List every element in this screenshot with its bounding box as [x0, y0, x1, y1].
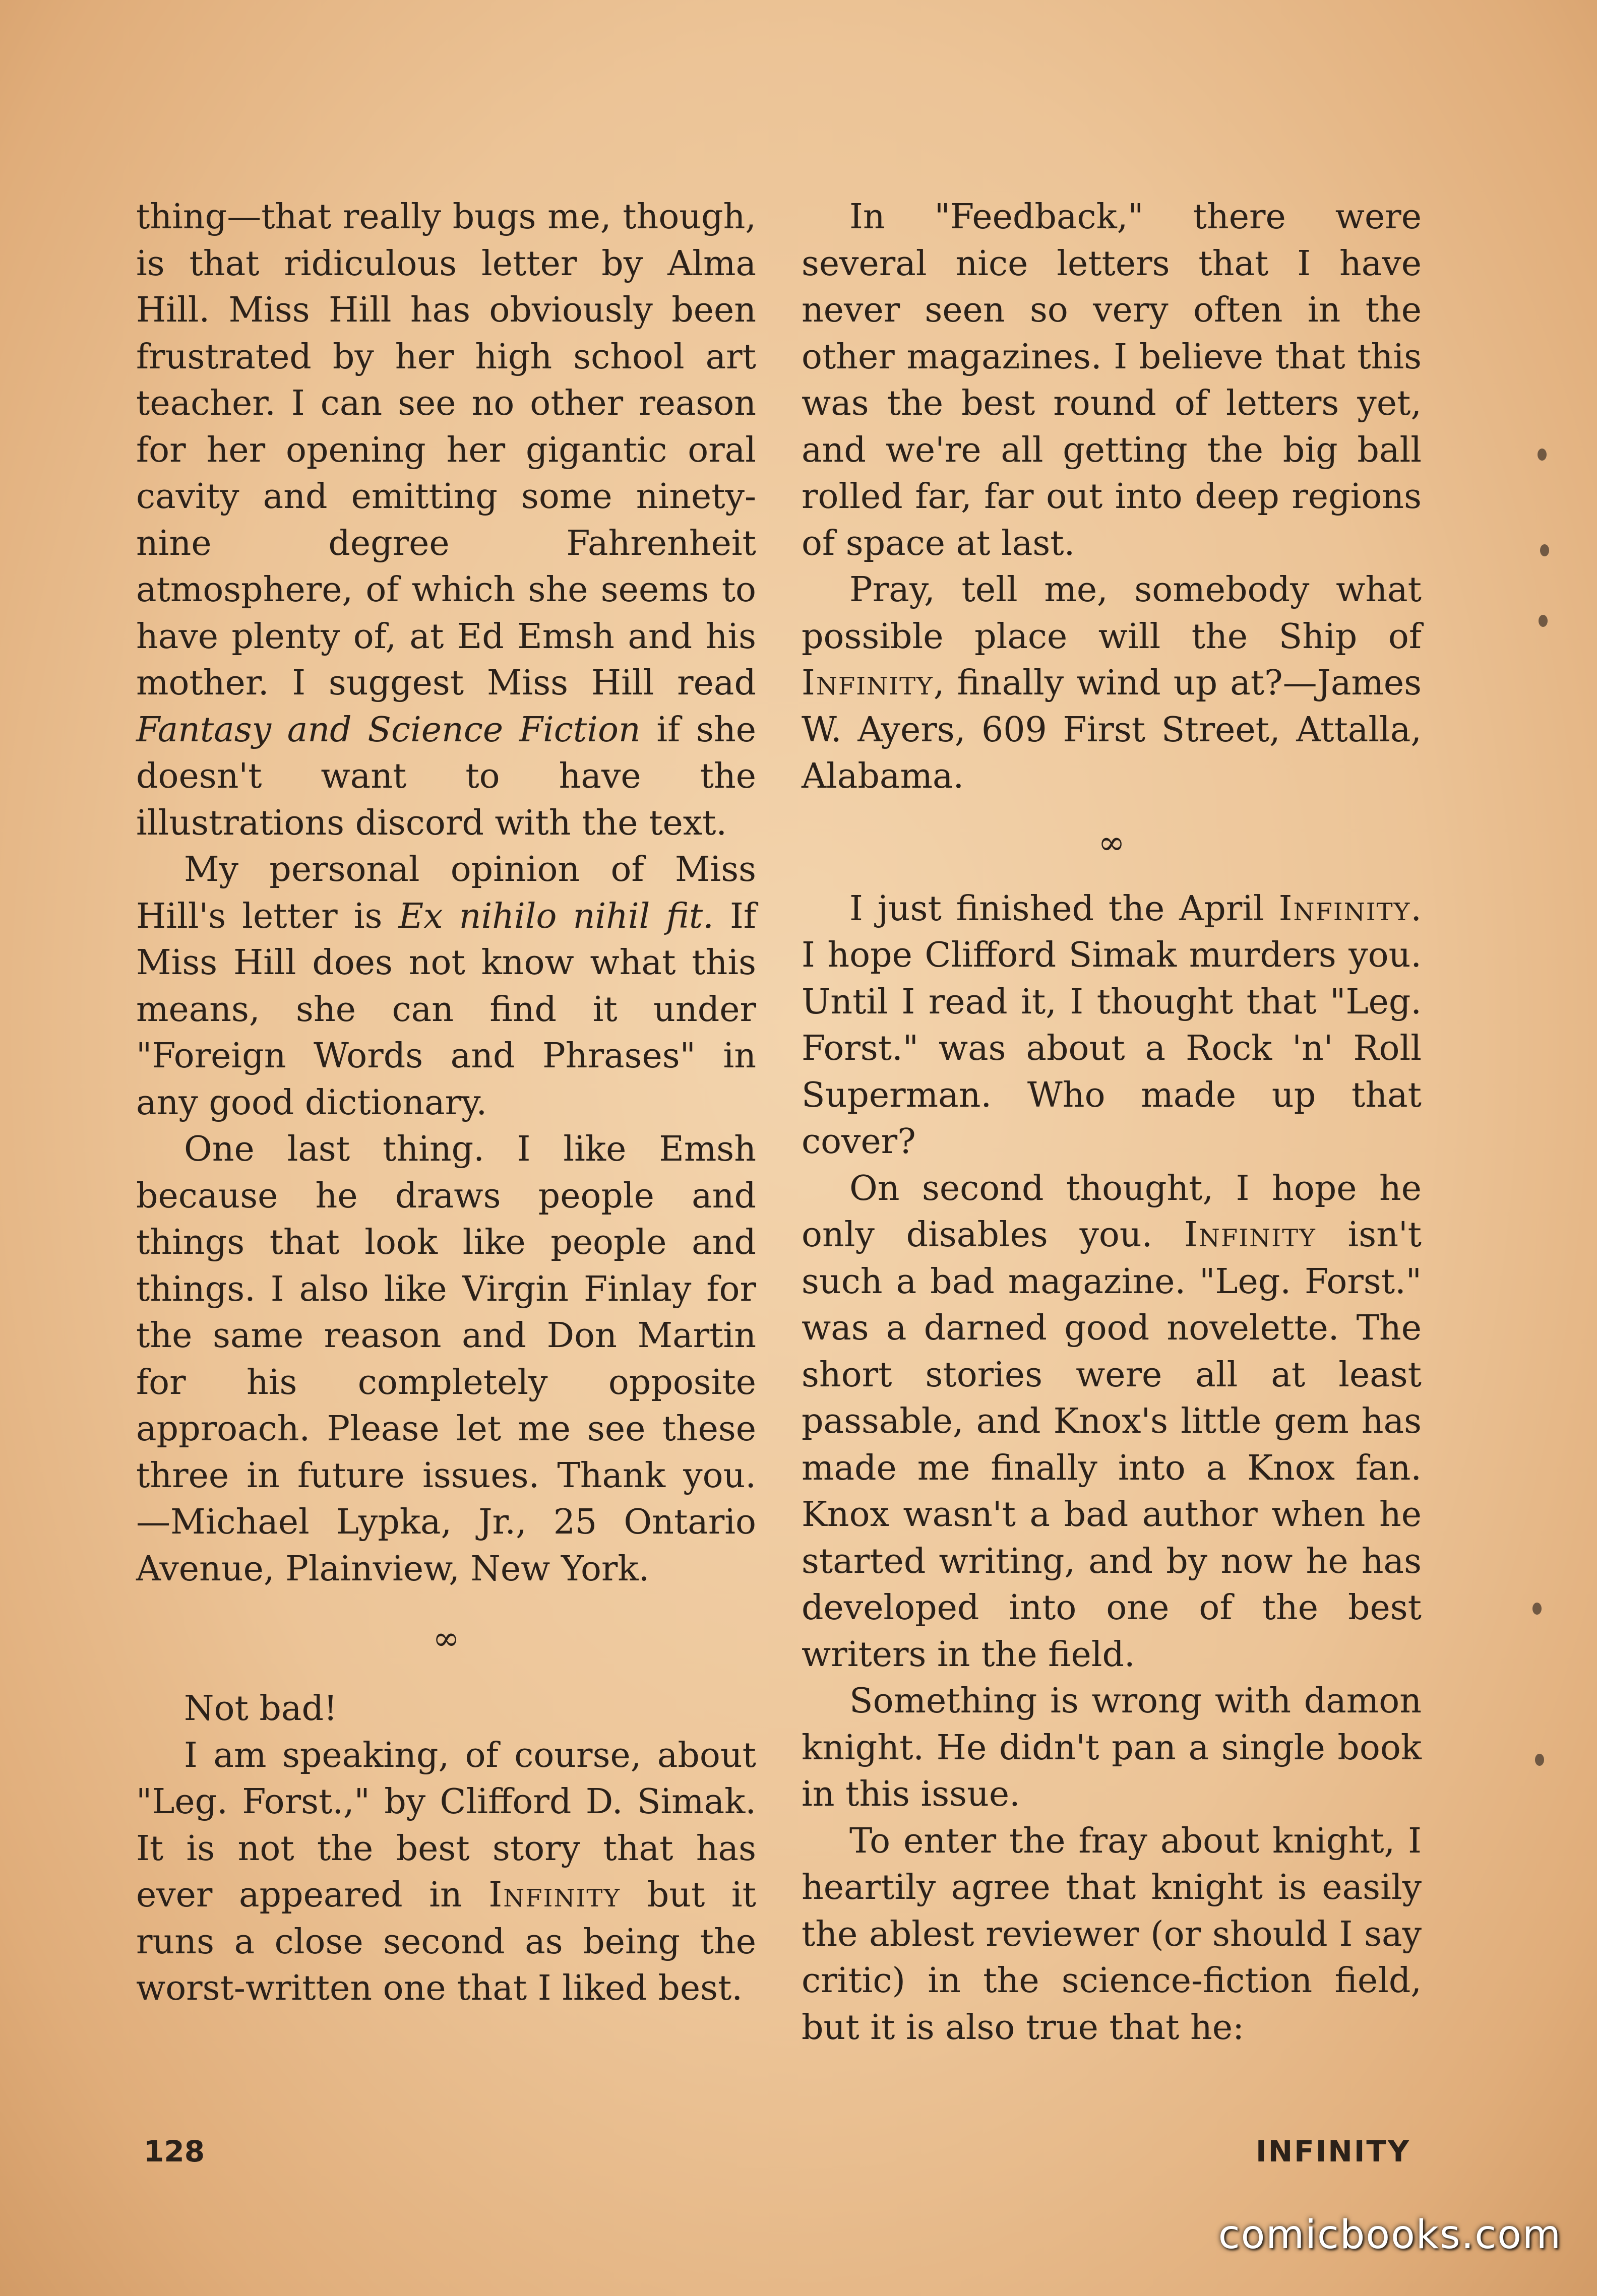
paragraph-text: On second thought, I hope he only disables you.: [802, 1168, 1422, 1255]
letter-paragraph: [802, 567, 1422, 800]
page-number: 128: [144, 2134, 205, 2169]
left-column: [136, 194, 756, 2012]
paragraph-text: I am speaking, of course, about "Leg. Forst.," by Clifford D. Simak. It is not the best story that has ever appeared in: [136, 1735, 756, 1915]
paragraph-text: , finally wind up at?—James W. Ayers, 609 First Street, Attalla, Alabama.: [802, 663, 1422, 796]
paragraph-text: My personal opinion of Miss Hill's letter is: [136, 850, 756, 936]
paragraph-text: isn't such a bad magazine. "Leg. Forst." was a darned good novelette. The short stories were all at least passable, and Knox's little gem has made me finally into a Knox fan. Knox wasn't a bad author when he started writing, and by now he has developed into one of the best writers in the field.: [802, 1215, 1422, 1675]
letter-paragraph: [136, 194, 756, 847]
paragraph-text: Pray, tell me, somebody what possible place will the Ship of: [802, 570, 1422, 657]
paragraph-text: if she doesn't want to have the illustrations discord with the text.: [136, 710, 756, 843]
binding-hole-mark: [1538, 449, 1547, 461]
paragraph-text: I just finished the April: [849, 888, 1279, 929]
letter-paragraph: [802, 1166, 1422, 1679]
paragraph-text: . I hope Clifford Simak murders you. Until I read it, I thought that "Leg. Forst." was about a Rock 'n' Roll Superman. Who made up that cover?: [802, 888, 1422, 1162]
letter-paragraph: [136, 847, 756, 1126]
letter-paragraph: Not bad!: [184, 1689, 338, 1729]
letter-paragraph: [802, 886, 1422, 1166]
letter-paragraph: One last thing. I like Emsh because he draws people and things that look like people and things. I also like Virgin Finlay for the same reason and Don Martin for his completely opposite approach. Please let me see these three in future issues. Thank you.—Michael Lypka, Jr., 25 Ontario Avenue, Plainview, New York.: [136, 1129, 756, 1589]
binding-hole-mark: [1535, 1754, 1544, 1766]
infinity-separator: ∞: [433, 1620, 460, 1657]
letter-paragraph: [136, 1733, 756, 2012]
magazine-name-smallcaps: Infinity: [802, 663, 934, 703]
infinity-separator: ∞: [1098, 824, 1125, 862]
right-column: [802, 194, 1422, 2051]
magazine-title-italic: Fantasy and Science Fiction: [136, 710, 641, 750]
paragraph-text: but it runs a close second as being the worst-written one that I liked best.: [136, 1875, 756, 2008]
paragraph-text: thing—that really bugs me, though, is that ridiculous letter by Alma Hill. Miss Hill has obviously been frustrated by her high school art teacher. I can see no other reason for her opening her gigantic oral cavity and emitting some ninety-nine degree Fahrenheit atmosphere, of which she seems to have plenty of, at Ed Emsh and his mother. I suggest Miss Hill read: [136, 197, 756, 703]
magazine-name-smallcaps: Infinity: [1278, 888, 1411, 929]
letter-paragraph: In "Feedback," there were several nice letters that I have never seen so very often in the other magazines. I believe that this was the best round of letters yet, and we're all getting the big ball rolled far, far out into deep regions of space at last.: [802, 197, 1422, 563]
magazine-name-smallcaps: Infinity: [1184, 1215, 1316, 1255]
site-watermark: comicbooks.com: [1218, 2212, 1562, 2258]
latin-phrase-italic: Ex nihilo nihil fit.: [398, 896, 714, 936]
binding-hole-mark: [1540, 544, 1549, 556]
letter-paragraph: To enter the fray about knight, I heartily agree that knight is easily the ablest reviewer (or should I say critic) in the science-fiction field, but it is also true that he:: [802, 1821, 1422, 2048]
magazine-name-smallcaps: Infinity: [488, 1875, 621, 1915]
letter-paragraph: Something is wrong with damon knight. He didn't pan a single book in this issue.: [802, 1681, 1422, 1814]
paragraph-text: If Miss Hill does not know what this means, she can find it under "Foreign Words and Phrases" in any good dictionary.: [136, 896, 756, 1123]
binding-hole-mark: [1532, 1603, 1542, 1615]
footer-magazine-name: INFINITY: [1255, 2134, 1410, 2169]
binding-hole-mark: [1539, 615, 1548, 627]
